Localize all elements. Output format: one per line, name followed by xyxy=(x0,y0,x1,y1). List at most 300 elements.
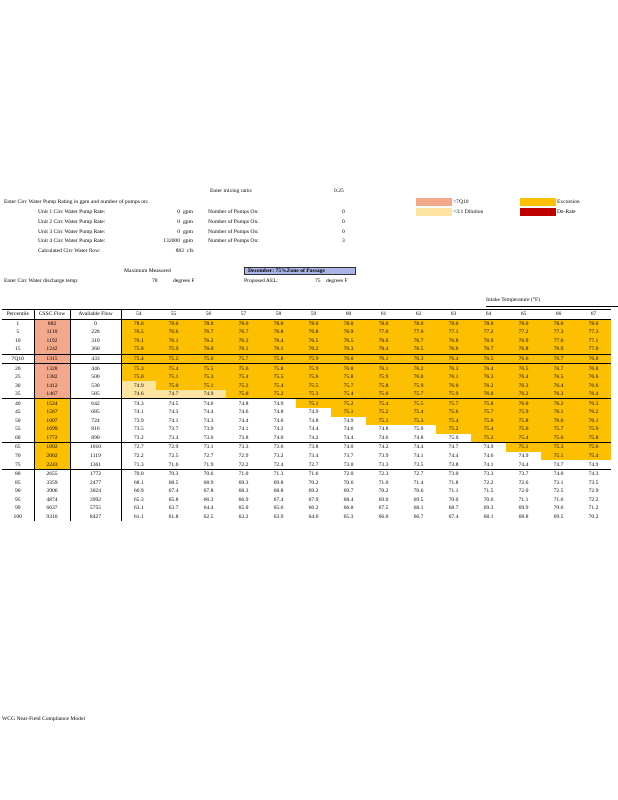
percentile-cell: 75 xyxy=(2,460,34,469)
temperature-cell: 75.3 xyxy=(191,373,226,382)
temperature-cell: 76.4 xyxy=(541,381,576,390)
pump-rate-unit4[interactable]: 132000 xyxy=(163,238,180,244)
cssc-flow-cell: 1110 xyxy=(34,328,70,337)
temperature-cell: 69.5 xyxy=(553,513,564,520)
percentile-cell: 40 xyxy=(2,399,34,408)
temperature-cell: 75.7 xyxy=(331,381,366,390)
pumps-on-unit1[interactable]: 0 xyxy=(342,209,345,215)
temperature-cell: 73.0 xyxy=(343,461,354,468)
temperature-cell: 70.2 xyxy=(308,479,319,486)
temperature-cell: 73.2 xyxy=(133,434,144,441)
pumps-on-label-unit2: Number of Pumps On: xyxy=(208,219,259,225)
temperature-cell: 75.0 xyxy=(226,390,261,399)
temperature-cell: 76.0 xyxy=(331,354,366,364)
percentile-cell: 30 xyxy=(2,381,34,390)
available-flow-cell: 1772 xyxy=(70,469,121,478)
temperature-cell: 74.4 xyxy=(401,443,436,452)
percentile-cell: 35 xyxy=(2,390,34,399)
temperature-cell: 76.4 xyxy=(471,364,506,373)
temperature-cell: 76.2 xyxy=(471,381,506,390)
temperature-cell: 72.5 xyxy=(553,488,564,495)
temperature-cell: 75.0 xyxy=(121,373,156,382)
discharge-value[interactable]: 78 xyxy=(152,278,158,284)
temperature-cell: 75.5 xyxy=(156,354,191,364)
pumps-on-label-unit1: Number of Pumps On: xyxy=(208,209,259,215)
temperature-cell: 76.5 xyxy=(331,337,366,346)
proposed-ael-value[interactable]: 75 xyxy=(315,278,321,284)
temperature-cell: 75.7 xyxy=(436,399,471,408)
temperature-cell: 74.7 xyxy=(436,443,471,452)
cssc-flow-cell: 1607 xyxy=(34,417,70,426)
available-flow-cell: 0 xyxy=(70,319,121,328)
cssc-flow-cell: 1315 xyxy=(34,354,70,364)
month-zone-label: December: 75%Zone of Passage xyxy=(248,268,325,274)
temperature-cell: 68.5 xyxy=(168,479,179,486)
percentile-cell: 15 xyxy=(2,345,34,354)
temperature-cell: 74.5 xyxy=(156,399,191,408)
temperature-cell: 76.3 xyxy=(471,373,506,382)
cssc-flow-cell: 6637 xyxy=(34,504,70,513)
percentile-cell: 100 xyxy=(2,513,34,522)
pumps-on-unit3[interactable]: 0 xyxy=(342,229,345,235)
temperature-cell: 74.4 xyxy=(518,461,529,468)
pumps-on-unit4[interactable]: 3 xyxy=(342,238,345,244)
legend-label-derate: De-Rate xyxy=(557,209,576,215)
temperature-cell: 73.5 xyxy=(588,479,599,486)
temperature-cell: 76.7 xyxy=(191,328,226,337)
temperature-cell: 66.8 xyxy=(343,505,354,512)
temperature-cell: 75.1 xyxy=(366,417,401,426)
pump-unit-unit3: gpm xyxy=(183,229,193,235)
temperature-cell: 75.3 xyxy=(121,364,156,373)
table-row xyxy=(2,417,611,426)
temperature-cell: 70.2 xyxy=(378,488,389,495)
temperature-cell: 69.2 xyxy=(308,488,319,495)
temperature-cell: 69.3 xyxy=(483,505,494,512)
available-flow-cell: 500 xyxy=(70,373,121,382)
temperature-cell: 76.5 xyxy=(471,354,506,364)
temperature-cell: 73.8 xyxy=(296,443,331,452)
available-flow-cell: 3024 xyxy=(70,487,121,496)
legend-swatch-dilution xyxy=(416,208,452,216)
temperature-cell: 78.0 xyxy=(401,319,436,328)
temperature-cell: 75.8 xyxy=(366,381,401,390)
temperature-cell: 74.3 xyxy=(121,399,156,408)
temperature-cell: 76.1 xyxy=(156,337,191,346)
temperature-cell: 73.8 xyxy=(238,434,249,441)
temperature-cell: 78.0 xyxy=(121,319,156,328)
temperature-cell: 75.4 xyxy=(121,354,156,364)
temperature-cell: 75.8 xyxy=(506,417,541,426)
temperature-cell: 70.6 xyxy=(191,469,226,478)
temperature-cell: 75.7 xyxy=(226,354,261,364)
available-flow-cell: 724 xyxy=(70,417,121,426)
temperature-cell: 75.8 xyxy=(121,345,156,354)
pump-header: Enter Circ Water Pump Rating in gpm and number of pumps on: xyxy=(4,199,149,205)
temperature-cell: 73.1 xyxy=(191,443,226,452)
temperature-cell: 76.5 xyxy=(121,328,156,337)
cssc-flow-cell: 1567 xyxy=(34,408,70,417)
temperature-cell: 76.0 xyxy=(541,417,576,426)
temperature-cell: 75.4 xyxy=(366,399,401,408)
cssc-flow-cell: 1412 xyxy=(34,381,70,390)
calc-flow-unit: cfs xyxy=(187,248,194,254)
temperature-cell: 71.3 xyxy=(133,461,144,468)
temperature-cell: 75.7 xyxy=(401,390,436,399)
temperature-cell: 75.1 xyxy=(191,381,226,390)
header-temp-58: 58 xyxy=(261,310,296,320)
cssc-flow-cell: 2002 xyxy=(34,452,70,461)
temperature-cell: 76.6 xyxy=(156,328,191,337)
temperature-cell: 75.1 xyxy=(541,452,576,461)
temperature-cell: 74.1 xyxy=(483,461,494,468)
temperature-cell: 74.6 xyxy=(191,399,226,408)
cssc-flow-cell: 4874 xyxy=(34,495,70,504)
table-row xyxy=(2,390,611,399)
temperature-cell: 71.0 xyxy=(226,469,261,478)
temperature-cell: 75.9 xyxy=(576,425,611,434)
legend-swatch-excursion xyxy=(520,198,556,206)
temperature-cell: 72.5 xyxy=(168,453,179,460)
temperature-cell: 72.2 xyxy=(238,461,249,468)
temperature-cell: 66.2 xyxy=(308,505,319,512)
temperature-cell: 65.8 xyxy=(168,496,179,503)
table-row xyxy=(2,434,611,443)
temperature-cell: 68.7 xyxy=(448,505,459,512)
temperature-cell: 76.3 xyxy=(576,399,611,408)
temperature-cell: 76.3 xyxy=(436,364,471,373)
legend-swatch-7q10 xyxy=(416,198,452,206)
temperature-cell: 68.8 xyxy=(518,513,529,520)
temperature-cell: 70.0 xyxy=(448,496,459,503)
header-temp-63: 63 xyxy=(436,310,471,320)
table-row xyxy=(2,478,611,487)
temperature-cell: 76.3 xyxy=(331,345,366,354)
temperature-cell: 74.8 xyxy=(413,434,424,441)
table-row xyxy=(2,504,611,513)
percentile-cell: 1 xyxy=(2,319,34,328)
temperature-cell: 74.6 xyxy=(483,453,494,460)
temperature-cell: 65.0 xyxy=(238,505,249,512)
temperature-cell: 73.5 xyxy=(133,426,144,433)
pumps-on-label-unit4: Number of Pumps On: xyxy=(208,238,259,244)
temperature-cell: 70.0 xyxy=(121,469,156,478)
temperature-cell: 75.8 xyxy=(331,373,366,382)
temperature-cell: 73.2 xyxy=(273,453,284,460)
cssc-flow-cell: 1892 xyxy=(34,443,70,452)
temperature-cell: 68.4 xyxy=(343,496,354,503)
temperature-cell: 76.2 xyxy=(296,345,331,354)
temperature-cell: 69.9 xyxy=(518,505,529,512)
calc-flow-value: 882 xyxy=(175,248,184,254)
temperature-cell: 73.1 xyxy=(553,479,564,486)
temperature-cell: 76.9 xyxy=(541,345,576,354)
temperature-cell: 72.4 xyxy=(273,461,284,468)
temperature-cell: 74.9 xyxy=(308,409,319,416)
temperature-cell: 76.0 xyxy=(331,364,366,373)
table-row xyxy=(2,487,611,496)
temperature-cell: 73.5 xyxy=(413,461,424,468)
temperature-cell: 74.1 xyxy=(133,409,144,416)
temperature-cell: 75.2 xyxy=(366,408,401,417)
temperature-cell: 74.8 xyxy=(308,417,319,424)
legend-label-dilution: <3:1 Dilution xyxy=(453,209,484,215)
temperature-cell: 75.4 xyxy=(401,408,436,417)
temperature-cell: 76.1 xyxy=(541,408,576,417)
temperature-cell: 69.8 xyxy=(273,479,284,486)
temperature-cell: 74.6 xyxy=(378,434,389,441)
temperature-cell: 75.0 xyxy=(448,434,459,441)
pump-rate-unit2[interactable]: 0 xyxy=(177,219,180,225)
table-row xyxy=(2,364,611,373)
temperature-cell: 76.4 xyxy=(506,373,541,382)
temperature-cell: 73.4 xyxy=(308,453,319,460)
available-flow-cell: 2477 xyxy=(70,478,121,487)
temperature-cell: 67.8 xyxy=(203,488,214,495)
temperature-cell: 76.1 xyxy=(226,345,261,354)
temperature-cell: 64.6 xyxy=(308,513,319,520)
table-row xyxy=(2,495,611,504)
table-header-row xyxy=(2,310,611,320)
temperature-cell: 74.7 xyxy=(553,461,564,468)
header-temp-54: 54 xyxy=(121,310,156,320)
temperature-cell: 77.0 xyxy=(541,337,576,346)
percentile-cell: 80 xyxy=(2,469,34,478)
temperature-cell: 75.2 xyxy=(471,434,506,443)
temperature-cell: 73.3 xyxy=(378,461,389,468)
temperature-cell: 76.1 xyxy=(576,417,611,426)
temperature-cell: 73.7 xyxy=(506,469,541,478)
temperature-cell: 74.2 xyxy=(273,426,284,433)
temperature-cell: 75.4 xyxy=(576,452,611,461)
temperature-cell: 63.7 xyxy=(168,505,179,512)
temperature-cell: 70.3 xyxy=(156,469,191,478)
temperature-cell: 75.6 xyxy=(471,417,506,426)
header-temp-62: 62 xyxy=(401,310,436,320)
temperature-cell: 74.9 xyxy=(588,461,599,468)
temperature-cell: 76.6 xyxy=(366,337,401,346)
temperature-cell: 73.6 xyxy=(203,434,214,441)
temperature-cell: 75.7 xyxy=(471,408,506,417)
temperature-cell: 75.0 xyxy=(413,426,424,433)
temperature-cell: 75.5 xyxy=(296,381,331,390)
temperature-cell: 75.3 xyxy=(226,381,261,390)
temperature-cell: 65.3 xyxy=(133,496,144,503)
temperature-cell: 66.9 xyxy=(133,488,144,495)
percentile-cell: 20 xyxy=(2,364,34,373)
temperature-cell: 76.6 xyxy=(436,345,471,354)
temperature-cell: 76.0 xyxy=(401,373,436,382)
pumps-on-label-unit3: Number of Pumps On: xyxy=(208,229,259,235)
temperature-cell: 73.7 xyxy=(343,453,354,460)
cssc-flow-cell: 2243 xyxy=(34,460,70,469)
table-row xyxy=(2,443,611,452)
available-flow-cell: 433 xyxy=(70,354,121,364)
temperature-cell: 77.0 xyxy=(366,328,401,337)
temperature-cell: 74.9 xyxy=(191,390,226,399)
percentile-cell: 70 xyxy=(2,452,34,461)
temperature-cell: 76.1 xyxy=(436,373,471,382)
header-temp-65: 65 xyxy=(506,310,541,320)
available-flow-cell: 310 xyxy=(70,337,121,346)
temperature-cell: 76.2 xyxy=(191,337,226,346)
temperature-cell: 76.5 xyxy=(506,364,541,373)
temperature-cell: 76.2 xyxy=(576,408,611,417)
temperature-cell: 75.4 xyxy=(156,364,191,373)
temperature-cell: 76.1 xyxy=(366,354,401,364)
temperature-cell: 73.8 xyxy=(448,461,459,468)
temperature-cell: 74.7 xyxy=(156,390,191,399)
pump-label-unit1: Unit 1 Circ Water Pump Rate: xyxy=(38,209,106,215)
available-flow-cell: 446 xyxy=(70,364,121,373)
temperature-cell: 78.0 xyxy=(296,319,331,328)
temperature-cell: 75.9 xyxy=(366,373,401,382)
pump-rate-unit3[interactable]: 0 xyxy=(177,229,180,235)
temperature-cell: 75.5 xyxy=(401,399,436,408)
temperature-cell: 74.8 xyxy=(226,399,261,408)
cssc-flow-cell: 1192 xyxy=(34,337,70,346)
table-row xyxy=(2,513,611,522)
cssc-flow-cell: 2655 xyxy=(34,469,70,478)
temperature-cell: 68.8 xyxy=(273,488,284,495)
cssc-flow-cell: 3359 xyxy=(34,478,70,487)
temperature-cell: 76.6 xyxy=(576,373,611,382)
temperature-cell: 74.4 xyxy=(343,434,354,441)
table-row xyxy=(2,469,611,478)
temperature-cell: 67.4 xyxy=(273,496,284,503)
table-row xyxy=(2,425,611,434)
temperature-cell: 73.3 xyxy=(471,469,506,478)
temperature-cell: 75.2 xyxy=(436,425,471,434)
temperature-cell: 71.1 xyxy=(518,496,529,503)
temperature-cell: 74.4 xyxy=(238,417,249,424)
cssc-flow-cell: 1772 xyxy=(34,434,70,443)
temperature-cell: 72.7 xyxy=(308,461,319,468)
temperature-cell: 77.1 xyxy=(576,337,611,346)
legend-label-excursion: Excursion xyxy=(557,199,580,205)
temperature-cell: 68.1 xyxy=(133,479,144,486)
temperature-cell: 75.6 xyxy=(436,408,471,417)
header-temp-60: 60 xyxy=(331,310,366,320)
temperature-cell: 71.8 xyxy=(448,479,459,486)
temperature-cell: 73.7 xyxy=(168,426,179,433)
temperature-cell: 75.1 xyxy=(156,373,191,382)
temperature-cell: 61.1 xyxy=(133,513,144,520)
temperature-cell: 74.9 xyxy=(518,453,529,460)
header-temp-59: 59 xyxy=(296,310,331,320)
temperature-cell: 75.6 xyxy=(226,364,261,373)
header-available-flow: Available Flow xyxy=(70,310,121,320)
temperature-cell: 74.2 xyxy=(366,443,401,452)
temperature-cell: 75.3 xyxy=(296,390,331,399)
temperature-cell: 77.2 xyxy=(506,328,541,337)
temperature-cell: 72.6 xyxy=(518,479,529,486)
temperature-cell: 74.9 xyxy=(261,399,296,408)
temperature-cell: 75.4 xyxy=(226,373,261,382)
cssc-flow-cell: 1328 xyxy=(34,364,70,373)
header-temp-61: 61 xyxy=(366,310,401,320)
temperature-cell: 75.9 xyxy=(296,354,331,364)
temperature-cell: 74.1 xyxy=(413,453,424,460)
percentile-cell: 60 xyxy=(2,434,34,443)
available-flow-cell: 1119 xyxy=(70,452,121,461)
temperature-cell: 71.6 xyxy=(553,496,564,503)
percentile-cell: 99 xyxy=(2,504,34,513)
temperature-cell: 69.3 xyxy=(238,479,249,486)
pumps-on-unit2[interactable]: 0 xyxy=(342,219,345,225)
mixing-ratio-label: Enter mixing ratio: xyxy=(210,188,253,194)
available-flow-cell: 685 xyxy=(70,408,121,417)
temperature-cell: 67.9 xyxy=(308,496,319,503)
temperature-cell: 77.3 xyxy=(576,328,611,337)
temperature-table xyxy=(2,309,611,521)
temperature-cell: 63.2 xyxy=(238,513,249,520)
table-row xyxy=(2,460,611,469)
temperature-cell: 76.9 xyxy=(471,337,506,346)
available-flow-cell: 1010 xyxy=(70,443,121,452)
max-measured-label: Maximum Measured xyxy=(124,268,171,274)
cssc-flow-cell: 1699 xyxy=(34,425,70,434)
temperature-cell: 74.0 xyxy=(331,443,366,452)
pump-unit-unit4: gpm xyxy=(183,238,193,244)
temperature-cell: 75.1 xyxy=(506,443,541,452)
temperature-cell: 76.2 xyxy=(401,364,436,373)
percentile-cell: 65 xyxy=(2,443,34,452)
header-temp-55: 55 xyxy=(156,310,191,320)
table-row xyxy=(2,452,611,461)
temperature-cell: 62.5 xyxy=(203,513,214,520)
temperature-cell: 77.0 xyxy=(401,328,436,337)
temperature-cell: 78.0 xyxy=(366,319,401,328)
table-row xyxy=(2,337,611,346)
percentile-cell: 5 xyxy=(2,328,34,337)
temperature-cell: 66.3 xyxy=(203,496,214,503)
temperature-cell: 68.9 xyxy=(203,479,214,486)
table-row xyxy=(2,373,611,382)
temperature-cell: 75.6 xyxy=(191,354,226,364)
temperature-cell: 70.2 xyxy=(588,513,599,520)
temperature-cell: 64.4 xyxy=(203,505,214,512)
available-flow-cell: 1361 xyxy=(70,460,121,469)
temperature-cell: 74.3 xyxy=(203,417,214,424)
pump-rate-unit1[interactable]: 0 xyxy=(177,209,180,215)
temperature-cell: 75.9 xyxy=(296,364,331,373)
temperature-cell: 63.9 xyxy=(273,513,284,520)
temperature-cell: 72.2 xyxy=(588,496,599,503)
available-flow-cell: 816 xyxy=(70,425,121,434)
mixing-ratio-value[interactable]: 0.25 xyxy=(334,188,344,194)
calc-flow-label: Calculated Circ Water flow: xyxy=(38,248,101,254)
header-temp-56: 56 xyxy=(191,310,226,320)
temperature-cell: 73.9 xyxy=(203,426,214,433)
temperature-cell: 76.8 xyxy=(576,364,611,373)
table-row xyxy=(2,319,611,328)
temperature-cell: 74.4 xyxy=(308,426,319,433)
temperature-cell: 74.8 xyxy=(273,409,284,416)
temperature-cell: 74.9 xyxy=(121,381,156,390)
temperature-cell: 78.0 xyxy=(576,319,611,328)
temperature-cell: 78.0 xyxy=(156,319,191,328)
temperature-cell: 72.9 xyxy=(588,488,599,495)
header-temp-66: 66 xyxy=(541,310,576,320)
temperature-cell: 75.6 xyxy=(576,443,611,452)
temperature-cell: 74.1 xyxy=(168,417,179,424)
available-flow-cell: 360 xyxy=(70,345,121,354)
header-temp-64: 64 xyxy=(471,310,506,320)
temperature-cell: 75.4 xyxy=(506,434,541,443)
temperature-cell: 76.0 xyxy=(191,345,226,354)
temperature-cell: 74.8 xyxy=(378,426,389,433)
